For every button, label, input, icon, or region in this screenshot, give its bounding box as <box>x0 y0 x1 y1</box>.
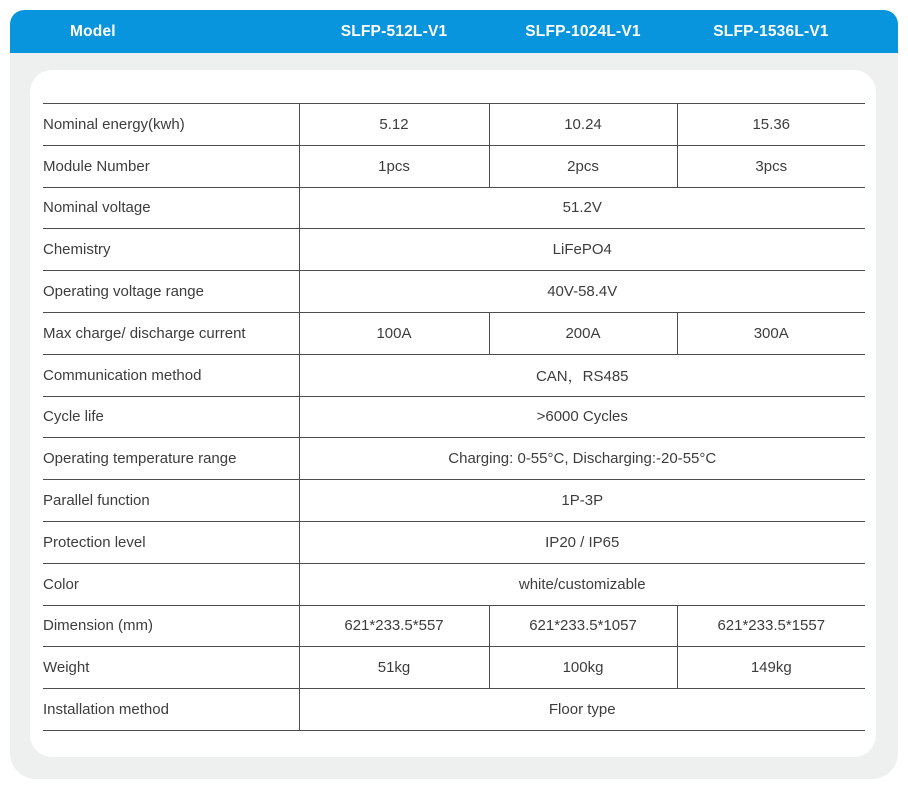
table-row <box>43 480 865 522</box>
spec-value: 15.36 <box>677 104 865 146</box>
table-row <box>43 605 865 647</box>
spec-label: Nominal energy(kwh) <box>43 104 299 146</box>
spec-value: 3pcs <box>677 145 865 187</box>
spec-value-merged: Charging: 0-55°C, Discharging:-20-55°C <box>299 438 865 480</box>
spec-value-merged: 1P-3P <box>299 480 865 522</box>
spec-value: 100A <box>299 312 489 354</box>
spec-value-merged: LiFePO4 <box>299 229 865 271</box>
table-row <box>43 396 865 438</box>
model-column-header-2: SLFP-1024L-V1 <box>525 22 641 40</box>
spec-value: 2pcs <box>489 145 677 187</box>
spec-value: 621*233.5*557 <box>299 605 489 647</box>
spec-value-merged: CAN，RS485 <box>299 354 865 396</box>
table-row <box>43 438 865 480</box>
spec-value: 5.12 <box>299 104 489 146</box>
table-row <box>43 271 865 313</box>
spec-label: Cycle life <box>43 396 299 438</box>
spec-value-merged: >6000 Cycles <box>299 396 865 438</box>
spec-label: Communication method <box>43 354 299 396</box>
table-row <box>43 104 865 146</box>
spec-table-body <box>43 104 865 731</box>
spec-value: 100kg <box>489 647 677 689</box>
spec-value: 149kg <box>677 647 865 689</box>
spec-value: 1pcs <box>299 145 489 187</box>
spec-label: Nominal voltage <box>43 187 299 229</box>
spec-label: Dimension (mm) <box>43 605 299 647</box>
spec-label: Max charge/ discharge current <box>43 312 299 354</box>
spec-label: Chemistry <box>43 229 299 271</box>
table-row <box>43 145 865 187</box>
spec-value: 51kg <box>299 647 489 689</box>
table-row <box>43 229 865 271</box>
spec-label: Operating temperature range <box>43 438 299 480</box>
spec-table <box>43 103 865 731</box>
spec-label: Weight <box>43 647 299 689</box>
spec-value: 621*233.5*1057 <box>489 605 677 647</box>
spec-value: 300A <box>677 312 865 354</box>
table-row <box>43 647 865 689</box>
spec-card <box>30 70 876 757</box>
model-header-label: Model <box>70 22 116 40</box>
model-column-header-1: SLFP-512L-V1 <box>340 22 448 40</box>
spec-value-merged: white/customizable <box>299 563 865 605</box>
spec-value-merged: IP20 / IP65 <box>299 521 865 563</box>
spec-value-merged: 51.2V <box>299 187 865 229</box>
spec-label: Installation method <box>43 689 299 731</box>
spec-panel <box>10 10 898 779</box>
table-row <box>43 312 865 354</box>
spec-label: Parallel function <box>43 480 299 522</box>
spec-value-merged: Floor type <box>299 689 865 731</box>
spec-label: Module Number <box>43 145 299 187</box>
spec-label: Color <box>43 563 299 605</box>
model-column-header-3: SLFP-1536L-V1 <box>713 22 829 40</box>
table-row <box>43 521 865 563</box>
table-header-bar <box>10 10 898 53</box>
spec-value: 200A <box>489 312 677 354</box>
spec-value: 10.24 <box>489 104 677 146</box>
table-row <box>43 187 865 229</box>
table-row <box>43 689 865 731</box>
spec-value-merged: 40V-58.4V <box>299 271 865 313</box>
spec-label: Protection level <box>43 521 299 563</box>
spec-value: 621*233.5*1557 <box>677 605 865 647</box>
table-row <box>43 563 865 605</box>
spec-label: Operating voltage range <box>43 271 299 313</box>
table-row <box>43 354 865 396</box>
